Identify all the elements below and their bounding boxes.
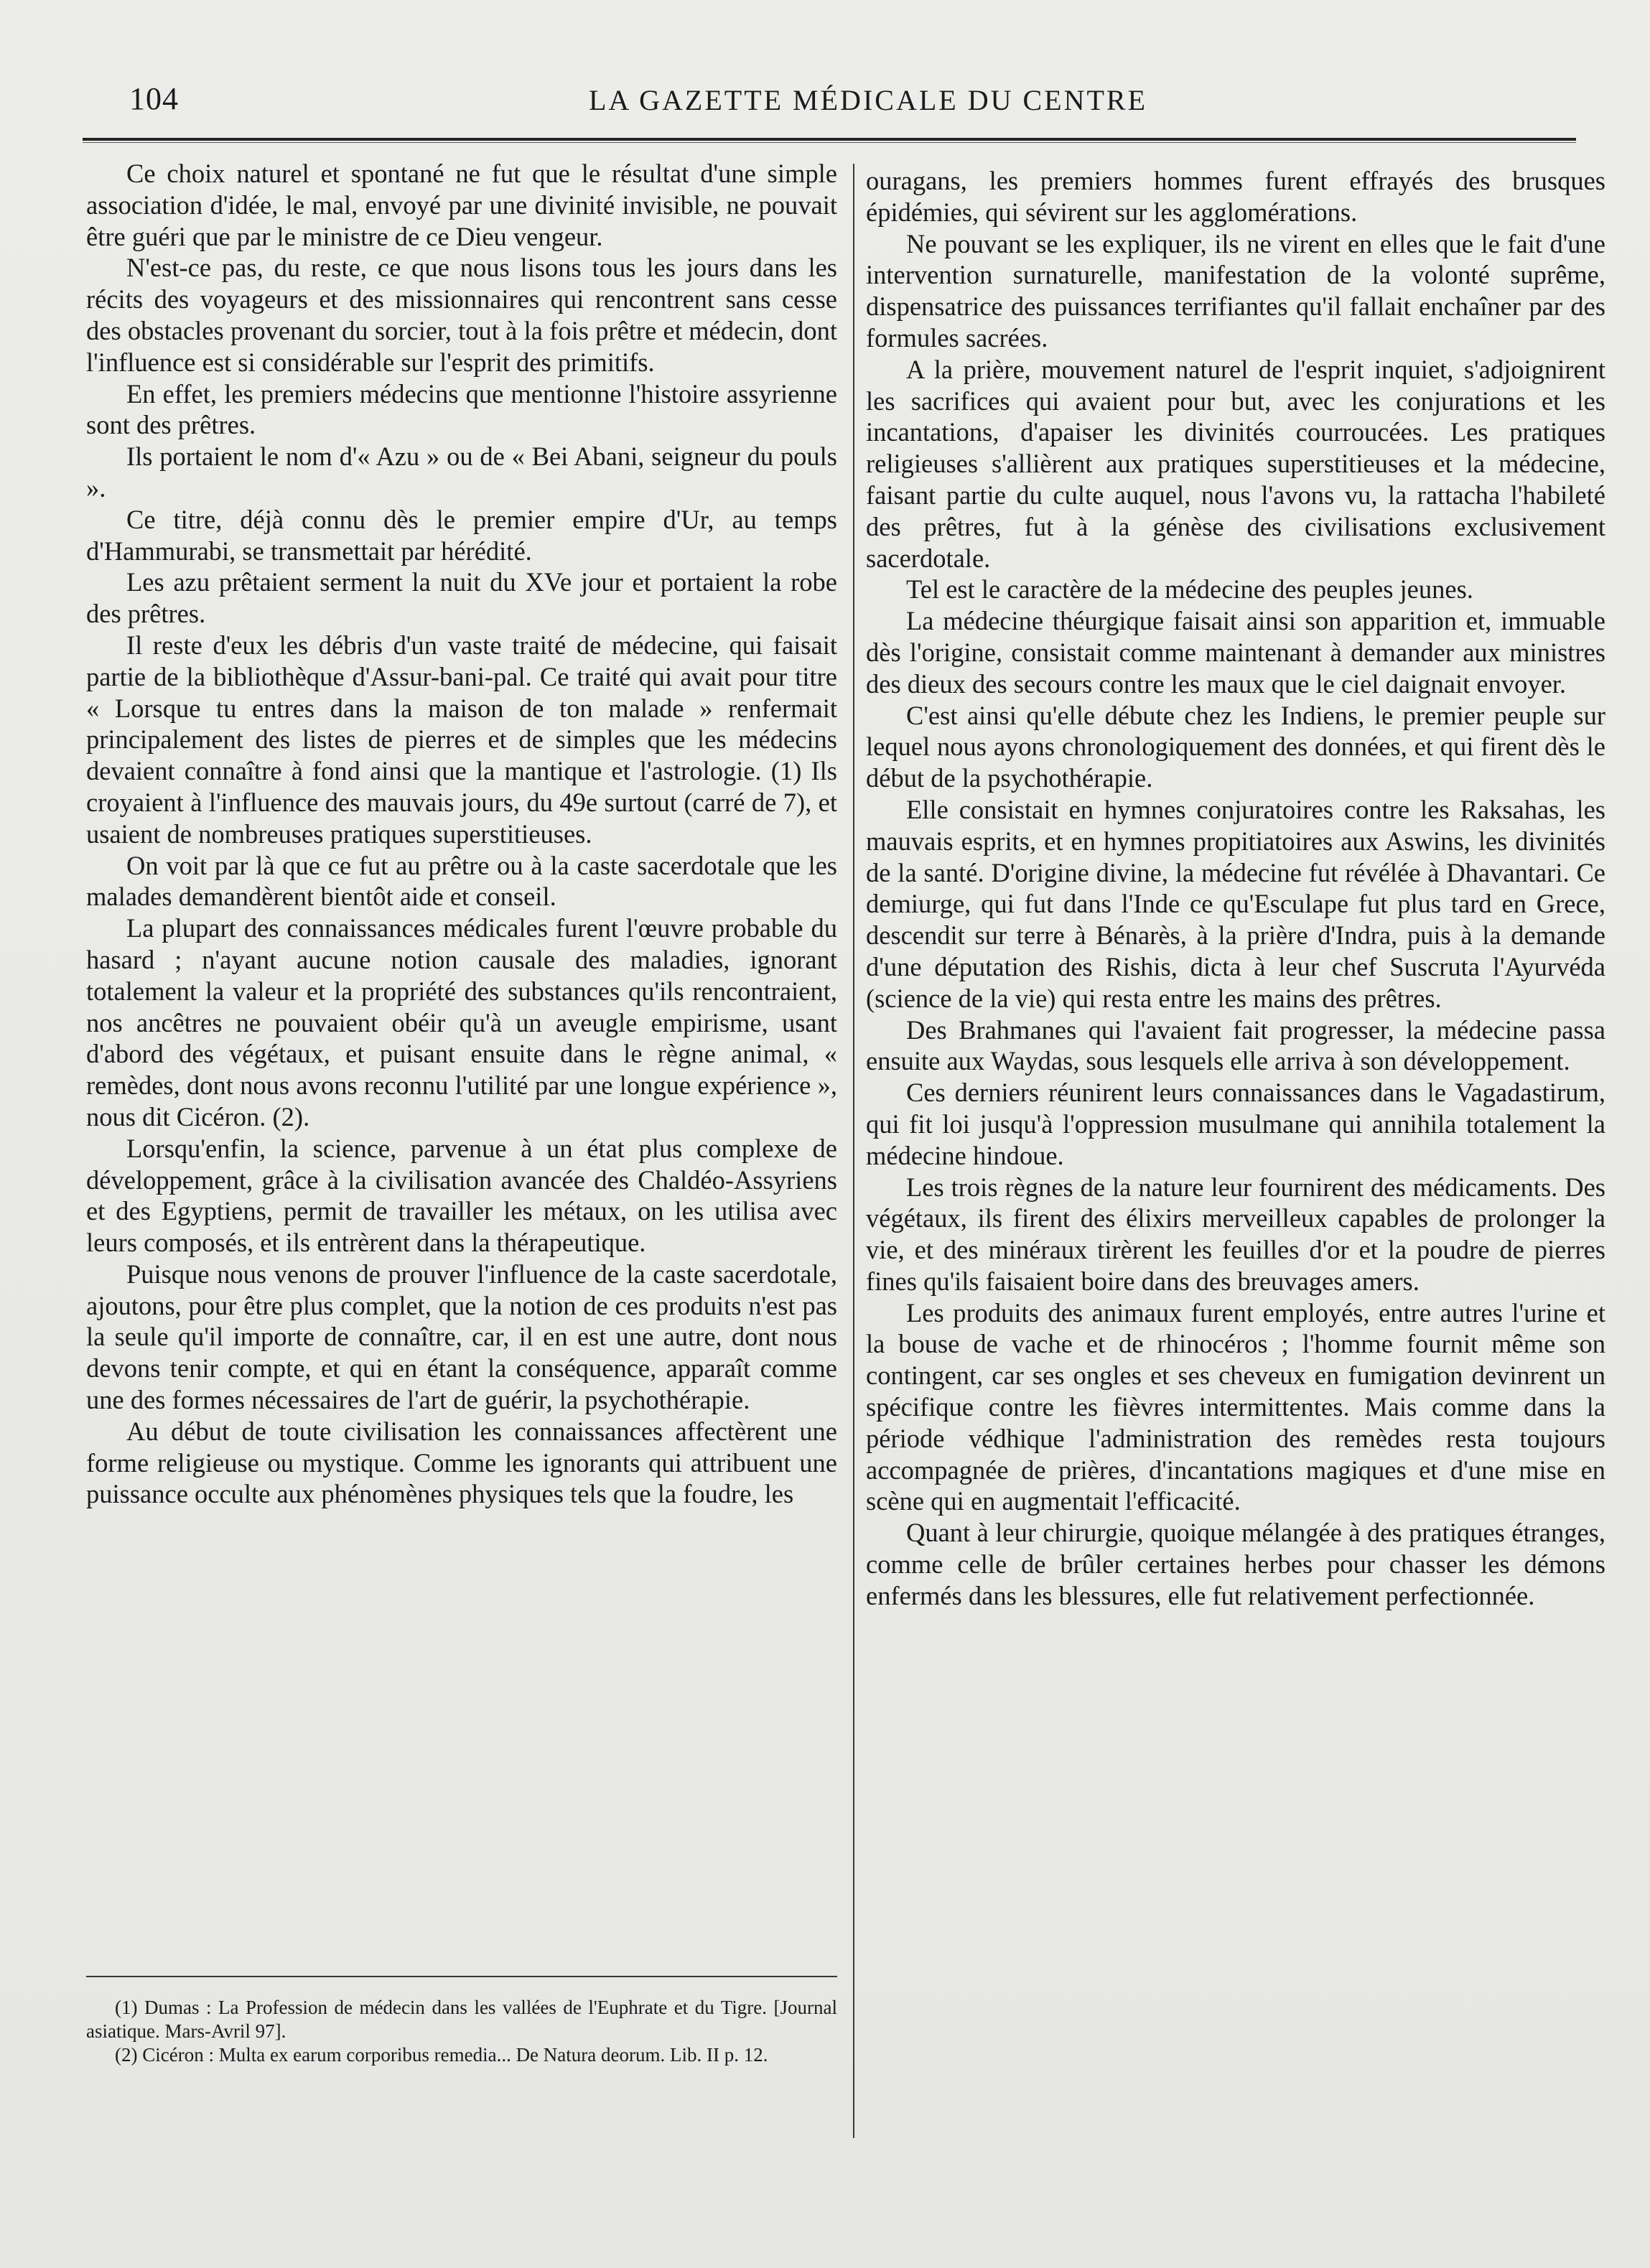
page-number: 104 bbox=[129, 81, 179, 116]
paragraph: Tel est le caractère de la médecine des peuples jeunes. bbox=[906, 574, 1473, 605]
paragraph: On voit par là que ce fut au prêtre ou à la caste sacerdotale que les malades demandèrent bientôt aide et conseil. bbox=[86, 850, 837, 912]
paragraph: Des Brahmanes qui l'avaient fait progresser, la médecine passa ensuite aux Waydas, sous lesquels elle arriva à son développement. bbox=[866, 1014, 1605, 1076]
paragraph: Les azu prêtaient serment la nuit du XVe jour et portaient la robe des prêtres. bbox=[86, 567, 837, 629]
paragraph: Ce choix naturel et spontané ne fut que le résultat d'une simple association d'idée, le mal, envoyé par une divinité invisible, ne pouvait être guéri que par le ministre de ce Dieu vengeur. bbox=[86, 159, 837, 251]
paragraph: La plupart des connaissances médicales furent l'œuvre probable du hasard ; n'ayant aucune notion causale des maladies, ignorant totalement la valeur et la propriété des substances qu'ils rencontraient, nos ancêtres ne pouvaient obéir qu'à un aveugle empirisme, usant d'abord des végétaux, et puisant ensuite dans le règne animal, « remèdes, dont nous avons reconnu l'utilité par une longue expérience », nous dit Cicéron. (2). bbox=[86, 913, 837, 1131]
paragraph: ouragans, les premiers hommes furent effrayés des brusques épidémies, qui sévirent sur les agglomérations. bbox=[866, 166, 1605, 227]
paragraph: Il reste d'eux les débris d'un vaste traité de médecine, qui faisait partie de la bibliothèque d'Assur-bani-pal. Ce traité qui avait pour titre « Lorsque tu entres dans la maison de ton malade » renfermait principalement des listes de pierres et de simples que les médecins devaient connaître à fond ainsi que la mantique et l'astrologie. (1) Ils croyaient à l'influence des mauvais jours, du 49e surtout (carré de 7), et usaient de nombreuses pratiques superstitieuses. bbox=[86, 630, 837, 849]
paragraph: A la prière, mouvement naturel de l'esprit inquiet, s'adjoignirent les sacrifices qui avaient pour but, avec les conjurations et les incantations, d'apaiser les divinités courroucées. Les pratiques religieuses s'allièrent aux pratiques superstitieuses et la médecine, faisant partie du culte auquel, nous l'avons vu, la rattacha l'habileté des prêtres, fut à la génèse des civilisations exclusivement sacerdotale. bbox=[866, 354, 1605, 573]
paragraph: Ce titre, déjà connu dès le premier empire d'Ur, au temps d'Hammurabi, se transmettait par hérédité. bbox=[86, 504, 837, 566]
left-column bbox=[86, 158, 837, 1510]
page-header bbox=[129, 80, 1572, 123]
paragraph: Elle consistait en hymnes conjuratoires contre les Raksahas, les mauvais esprits, et en hymnes propitiatoires aux Aswins, les divinités de la santé. D'origine divine, la médecine fut révélée à Dhavantari. Ce demiurge, qui fut dans l'Inde ce qu'Esculape fut plus tard en Grece, descendit sur terre à Bénarès, à la prière d'Indra, puis à la demande d'une députation des Rishis, dicta à leur chef Suscruta l'Ayurvéda (science de la vie) qui resta entre les mains des prêtres. bbox=[866, 794, 1605, 1013]
paragraph: Les produits des animaux furent employés, entre autres l'urine et la bouse de vache et de rhinocéros ; l'homme fournit même son contingent, car ses ongles et ses cheveux en fumigation devinrent un spécifique contre les fièvres intermittentes. Mais comme dans la période védhique l'administration des remèdes resta toujours accompagnée de prières, d'incantations magiques et d'une mise en scène qui en augmentait l'efficacité. bbox=[866, 1297, 1605, 1516]
footnote: (1) Dumas : La Profession de médecin dans les vallées de l'Euphrate et du Tigre. [Journal asiatique. Mars-Avril 97]. bbox=[86, 1997, 837, 2042]
right-column bbox=[866, 165, 1605, 1612]
paragraph: Ces derniers réunirent leurs connaissances dans le Vagadastirum, qui fit loi jusqu'à l'oppression musulmane qui annihila totalement la médecine hindoue. bbox=[866, 1078, 1605, 1170]
paragraph: En effet, les premiers médecins que mentionne l'histoire assyrienne sont des prêtres. bbox=[86, 378, 837, 440]
footnote-rule bbox=[86, 1976, 837, 1977]
paragraph: Les trois règnes de la nature leur fournirent des médicaments. Des végétaux, ils firent des élixirs merveilleux capables de prolonger la vie, et des minéraux tirèrent les feuilles d'or et la poudre de pierres fines qu'ils faisaient boire dans des breuvages amers. bbox=[866, 1172, 1605, 1296]
journal-title: LA GAZETTE MÉDICALE DU CENTRE bbox=[589, 84, 1148, 116]
paragraph: La médecine théurgique faisait ainsi son apparition et, immuable dès l'origine, consistait comme maintenant à demander aux ministres des dieux des secours contre les maux que le ciel daignait envoyer. bbox=[866, 606, 1605, 699]
paragraph: Puisque nous venons de prouver l'influence de la caste sacerdotale, ajoutons, pour être plus complet, que la notion de ces produits n'est pas la seule qu'il importe de connaître, car, il en est une autre, dont nous devons tenir compte, et qui en étant la conséquence, apparaît comme une des formes nécessaires de l'art de guérir, la psychothérapie. bbox=[86, 1259, 837, 1415]
paragraph: Ils portaient le nom d'« Azu » ou de « Bei Abani, seigneur du pouls ». bbox=[86, 442, 837, 503]
paragraph: Ne pouvant se les expliquer, ils ne virent en elles que le fait d'une intervention surnaturelle, manifestation de la volonté suprême, dispensatrice des puissances terrifiantes qu'il fallait enchaîner par des formules sacrées. bbox=[866, 228, 1605, 353]
paragraph: Au début de toute civilisation les connaissances affectèrent une forme religieuse ou mystique. Comme les ignorants qui attribuent une puissance occulte aux phénomènes physiques tels que la foudre, les bbox=[86, 1416, 837, 1509]
paragraph: Quant à leur chirurgie, quoique mélangée à des pratiques étranges, comme celle de brûler certaines herbes pour chasser les démons enfermés dans les blessures, elle fut relativement perfectionnée. bbox=[866, 1518, 1605, 1610]
paragraph: Lorsqu'enfin, la science, parvenue à un état plus complexe de développement, grâce à la civilisation avancée des Chaldéo-Assyriens et des Egyptiens, permit de travailler les métaux, on les utilisa avec leurs composés, et ils entrèrent dans la thérapeutique. bbox=[86, 1133, 837, 1258]
footnotes bbox=[86, 1996, 837, 2067]
footnote: (2) Cicéron : Multa ex earum corporibus remedia... De Natura deorum. Lib. II p. 12. bbox=[115, 2044, 768, 2066]
column-divider bbox=[853, 164, 854, 2138]
paragraph: N'est-ce pas, du reste, ce que nous lisons tous les jours dans les récits des voyageurs et des missionnaires qui rencontrent sans cesse des obstacles provenant du sorcier, tout à la fois prêtre et médecin, dont l'influence est si considérable sur l'esprit des primitifs. bbox=[86, 253, 837, 377]
header-rule bbox=[83, 138, 1576, 143]
paragraph: C'est ainsi qu'elle débute chez les Indiens, le premier peuple sur lequel nous ayons chronologiquement des données, et qui firent dès le début de la psychothérapie. bbox=[866, 700, 1605, 793]
